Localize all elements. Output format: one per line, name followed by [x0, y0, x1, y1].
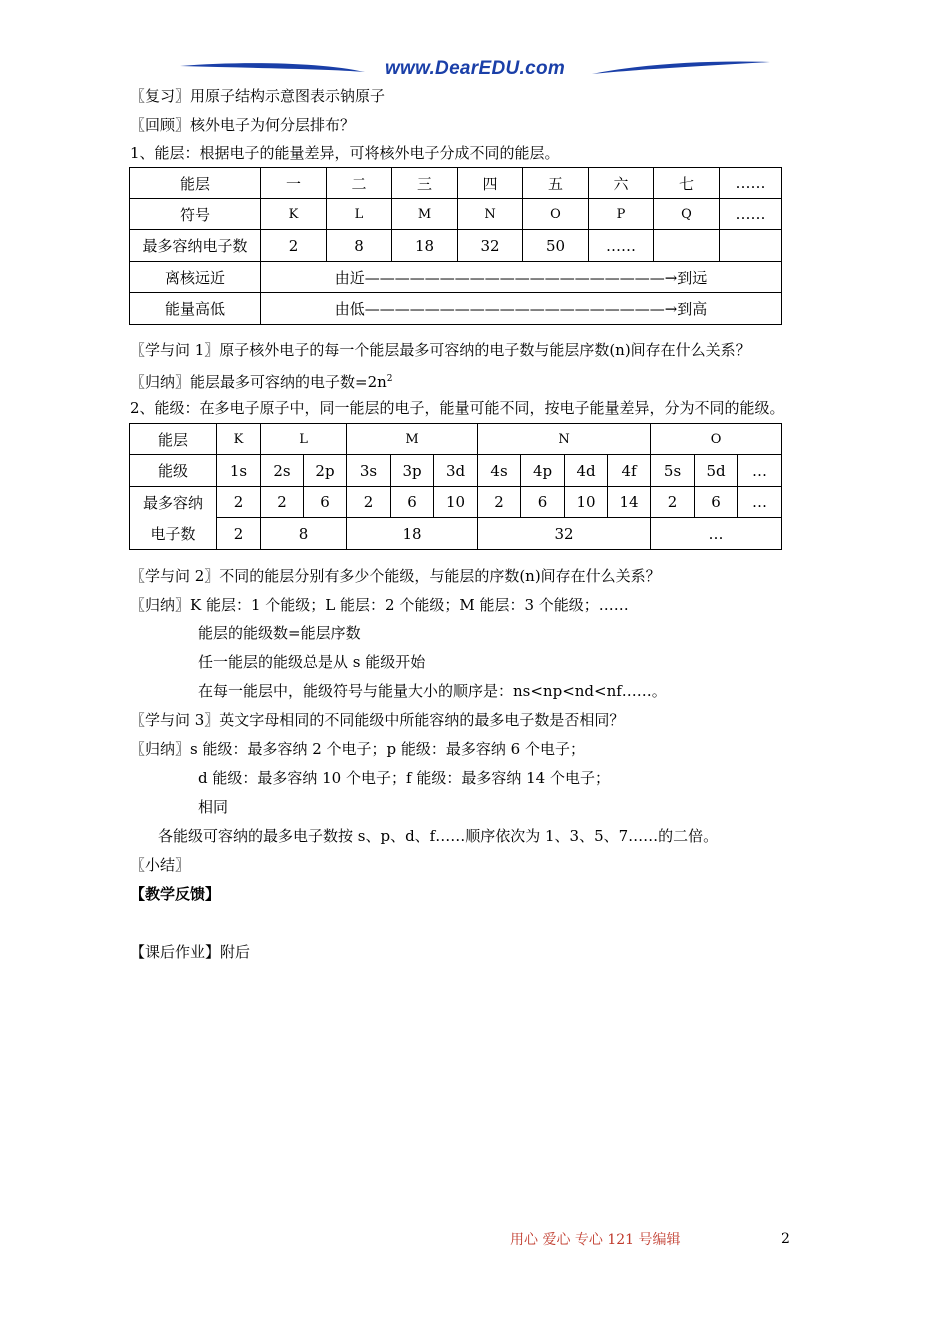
summary-1: 〖归纳〗能层最多可容纳的电子数$=2n^2$ — [130, 373, 393, 391]
summary-2-point-2: 任一能层的能级总是从 s 能级开始 — [198, 653, 426, 671]
table-row: 能层 一 二 三 四 五 六 七 …… — [130, 168, 782, 199]
footer-credit: 用心 爱心 专心 121 号编辑 — [510, 1232, 681, 1248]
summary-3: 〖归纳〗s 能级：最多容纳 2 个电子；p 能级：最多容纳 6 个电子； — [130, 740, 585, 758]
table-row: 符号 K L M N O P Q …… — [130, 199, 782, 230]
site-url[interactable]: www.DearEDU.com — [384, 58, 566, 79]
energy-layer-definition: 1、能层：根据电子的能量差异，可将核外电子分成不同的能层。 — [130, 144, 560, 162]
recall-line: 〖回顾〗核外电子为何分层排布？ — [130, 116, 356, 134]
summary-2-point-3: 在每一能层中，能级符号与能量大小的顺序是：ns<np<nd<nf……。 — [198, 682, 667, 700]
section-homework: 【课后作业】附后 — [130, 943, 251, 961]
table-row: 离核远近 由近————————————————————→到远 — [130, 262, 782, 293]
table-row: 最多容纳电子数 2 8 18 32 50 …… — [130, 230, 782, 262]
energy-level-definition: 2、能级：在多电子原子中，同一能层的电子，能量可能不同，按电子能量差异，分为不同的能级。 — [130, 399, 785, 417]
summary-2-point-1: 能层的能级数=能层序数 — [198, 624, 361, 642]
energy-layer-table — [129, 167, 782, 325]
question-3: 〖学与问 3〗英文字母相同的不同能级中所能容纳的最多电子数是否相同？ — [130, 711, 625, 729]
energy-level-table — [129, 423, 782, 550]
section-teaching-feedback: 【教学反馈】 — [130, 885, 221, 903]
site-header — [180, 56, 770, 86]
summary-3-point-1: d 能级：最多容纳 10 个电子；f 能级：最多容纳 14 个电子； — [198, 769, 610, 787]
summary-2: 〖归纳〗K 能层：1 个能级；L 能层：2 个能级；M 能层：3 个能级；…… — [130, 596, 629, 614]
table-row: 能级 1s 2s 2p 3s 3p 3d 4s 4p 4d 4f 5s 5d … — [130, 455, 782, 487]
page-number: 2 — [781, 1231, 790, 1247]
summary-3-conclusion: 各能级可容纳的最多电子数按 s、p、d、f……顺序依次为 1、3、5、7……的二倍。 — [158, 827, 719, 845]
review-line: 〖复习〗用原子结构示意图表示钠原子 — [130, 87, 386, 105]
question-2: 〖学与问 2〗不同的能层分别有多少个能级，与能层的序数(n)间存在什么关系？ — [130, 567, 661, 585]
table-row: 最多容纳 2 2 6 2 6 10 2 6 10 14 2 6 … — [130, 487, 782, 518]
table-row: 能量高低 由低————————————————————→到高 — [130, 293, 782, 325]
question-1: 〖学与问 1〗原子核外电子的每一个能层最多可容纳的电子数与能层序数(n)间存在什么关系？ — [130, 341, 751, 359]
table-row: 电子数 2 8 18 32 … — [130, 518, 782, 550]
table-row: 能层 K L M N O — [130, 424, 782, 455]
summary-3-point-2: 相同 — [198, 798, 229, 816]
section-summary: 〖小结〗 — [130, 856, 191, 874]
